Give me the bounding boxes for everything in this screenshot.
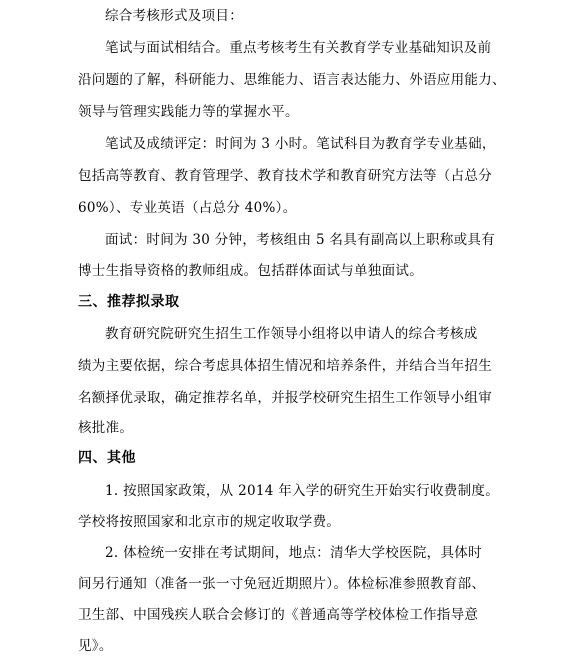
section3-p1-line-1: 教育研究院研究生招生工作领导小组将以申请人的综合考核成 [105,326,478,342]
intro-p2-line-1: 笔试及成绩评定：时间为 3 小时。笔试科目为教育学专业基础， [105,136,496,152]
intro-p3-line-2: 博士生指导资格的教师组成。包括群体面试与单独面试。 [78,263,423,279]
section4-item2-line-2: 间另行通知（准备一张一寸免冠近期照片）。体检标准参照教育部、 [78,576,486,592]
section4-item2-line-4: 见》。 [78,638,113,654]
section3-p1-line-3: 名额择优录取，确定推荐名单，并报学校研究生招生工作领导小组审 [78,390,492,406]
section3-heading: 三、推荐拟录取 [78,294,180,310]
section3-p1-line-4: 核批准。 [78,420,134,436]
intro-p2-line-3: 60%）、专业英语（占总分 40%）。 [78,200,297,216]
section4-heading: 四、其他 [78,450,136,466]
section4-item2-line-3: 卫生部、中国残疾人联合会修订的《普通高等学校体检工作指导意 [78,607,479,623]
section4-item1-line-1: 1. 按照国家政策，从 2014 年入学的研究生开始实行收费制度。 [105,483,500,499]
section3-p1-line-2: 绩为主要依据，综合考虑具体招生情况和培养条件，并结合当年招生 [78,358,492,374]
intro-p2-line-2: 包括高等教育、教育管理学、教育技术学和教育研究方法等（占总分 [78,168,492,184]
intro-p1-line-1: 笔试与面试相结合。重点考核考生有关教育学专业基础知识及前 [105,40,492,56]
intro-p1-line-2: 沿问题的了解，科研能力、思维能力、语言表达能力、外语应用能力、 [78,72,506,88]
intro-p3-line-1: 面试：时间为 30 分钟，考核组由 5 名具有副高以上职称或具有 [105,232,496,248]
section4-item2-line-1: 2. 体检统一安排在考试期间，地点：清华大学校医院，具体时 [105,545,482,561]
intro-p1-line-3: 领导与管理实践能力等的掌握水平。 [78,104,299,120]
intro-subheading: 综合考核形式及项目： [105,8,243,24]
section4-item1-line-2: 学校将按照国家和北京市的规定收取学费。 [78,514,341,530]
